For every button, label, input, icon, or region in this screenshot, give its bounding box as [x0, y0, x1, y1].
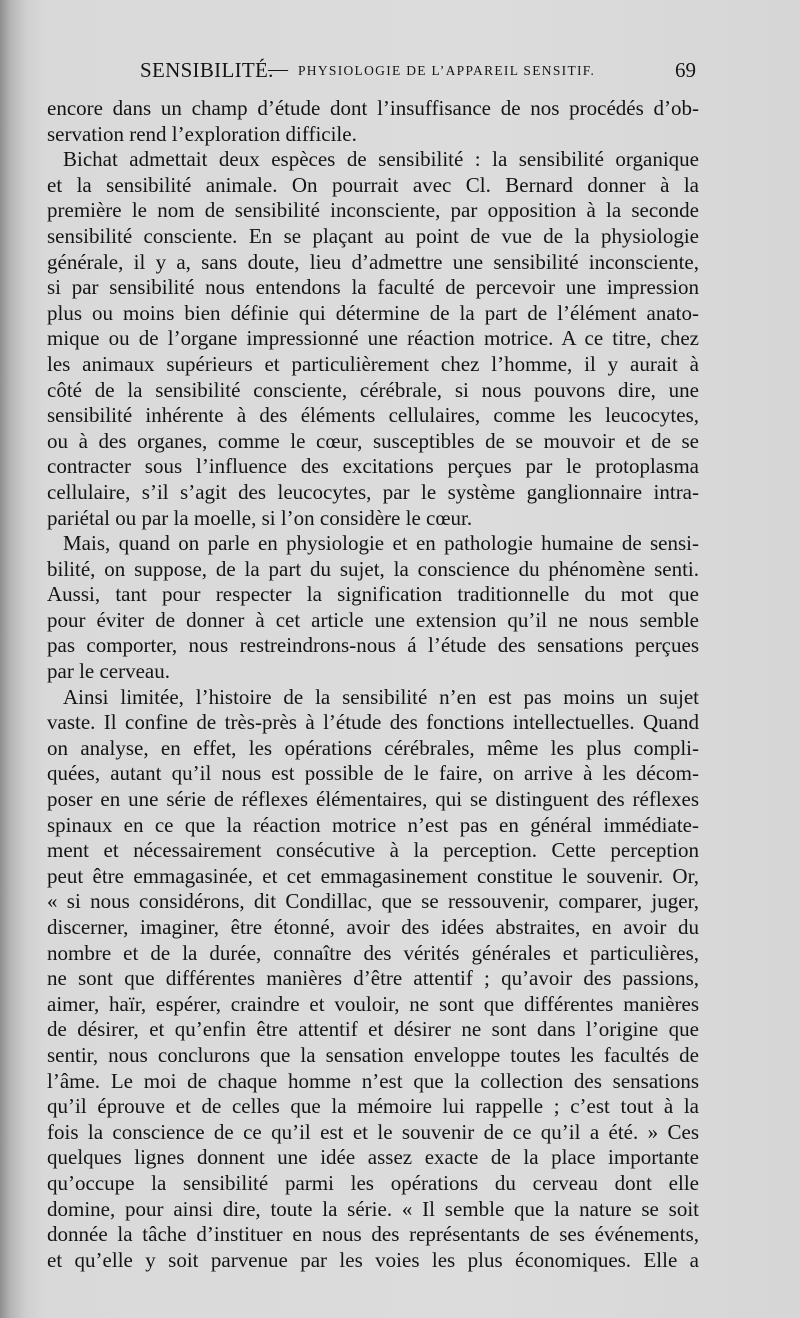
text-line: quelques lignes donnent une idée assez exacte de la place importante: [47, 1145, 699, 1170]
header-dash: —: [268, 58, 288, 80]
text-line: aimer, haïr, espérer, craindre et vouloir, ne sont que différentes manières: [47, 991, 699, 1016]
text-line: Bichat admettait deux espèces de sensibilité : la sensibilité organique: [63, 147, 699, 172]
text-line: donnée la tâche d’instituer en nous des représentants de ses événements,: [47, 1222, 699, 1247]
text-line: ou à des organes, comme le cœur, susceptibles de se mouvoir et de se: [47, 428, 699, 453]
page-number: 69: [675, 58, 696, 82]
running-title: SENSIBILITÉ.: [140, 58, 274, 82]
text-line: pour éviter de donner à cet article une extension qu’il ne nous semble: [47, 607, 699, 632]
text-line: plus ou moins bien définie qui détermine de la part de l’élément anato-: [47, 300, 699, 325]
text-line: de désirer, et qu’enfin être attentif et désirer ne sont dans l’origine que: [47, 1017, 699, 1042]
running-subtitle: PHYSIOLOGIE DE L’APPAREIL SENSITIF.: [298, 63, 596, 78]
text-line: si par sensibilité nous entendons la faculté de percevoir une impression: [47, 275, 699, 300]
text-line: mique ou de l’organe impressionné une réaction motrice. A ce titre, chez: [47, 326, 699, 351]
text-line: qu’il éprouve et de celles que la mémoire lui rappelle ; c’est tout à la: [47, 1094, 699, 1119]
text-line: Aussi, tant pour respecter la signification traditionnelle du mot que: [47, 582, 699, 607]
text-line: on analyse, en effet, les opérations cérébrales, même les plus compli-: [47, 735, 699, 760]
text-line: fois la conscience de ce qu’il est et le souvenir de ce qu’il a été. » Ces: [47, 1119, 699, 1144]
text-line: générale, il y a, sans doute, lieu d’admettre une sensibilité inconsciente,: [47, 249, 699, 274]
text-line: quées, autant qu’il nous est possible de le faire, on arrive à les décom-: [47, 761, 699, 786]
text-line: peut être emmagasinée, et cet emmagasinement constitue le souvenir. Or,: [47, 863, 699, 888]
text-line: discerner, imaginer, être étonné, avoir des idées abstraites, en avoir du: [47, 915, 699, 939]
text-line: « si nous considérons, dit Condillac, que se ressouvenir, comparer, juger,: [47, 889, 699, 914]
text-line: l’âme. Le moi de chaque homme n’est que la collection des sensations: [47, 1068, 699, 1093]
text-line: ne sont que différentes manières d’être attentif ; qu’avoir des passions,: [47, 966, 699, 991]
text-line: Ainsi limitée, l’histoire de la sensibilité n’en est pas moins un sujet: [63, 684, 699, 709]
text-line: première le nom de sensibilité inconsciente, par opposition à la seconde: [47, 198, 699, 223]
text-line: nombre et de la durée, connaître des vérités générales et particulières,: [47, 940, 699, 965]
text-line: et qu’elle y soit parvenue par les voies les plus économiques. Elle a: [47, 1247, 699, 1272]
text-line: spinaux en ce que la réaction motrice n’est pas en général immédiate-: [47, 812, 699, 837]
text-line: ment et nécessairement consécutive à la perception. Cette perception: [47, 838, 699, 863]
text-line: par le cerveau.: [47, 659, 170, 684]
text-line: encore dans un champ d’étude dont l’insuffisance de nos procédés d’ob-: [47, 96, 699, 120]
text-line: pariétal ou par la moelle, si l’on considère le cœur.: [47, 505, 473, 530]
text-line: domine, pour ainsi dire, toute la série. « Il semble que la nature se soit: [47, 1196, 699, 1221]
text-line: qu’occupe la sensibilité parmi les opérations du cerveau dont elle: [47, 1170, 699, 1195]
body-text: [47, 96, 699, 1273]
text-line: Mais, quand on parle en physiologie et en pathologie humaine de sensi-: [63, 531, 699, 556]
text-line: et la sensibilité animale. On pourrait avec Cl. Bernard donner à la: [47, 172, 699, 197]
text-line: côté de la sensibilité consciente, cérébrale, si nous pouvons dire, une: [47, 377, 699, 402]
text-line: sensibilité consciente. En se plaçant au point de vue de la physiologie: [47, 223, 699, 248]
text-line: vaste. Il confine de très-près à l’étude des fonctions intellectuelles. Quand: [47, 710, 699, 735]
text-line: contracter sous l’influence des excitations perçues par le protoplasma: [47, 454, 699, 479]
text-line: bilité, on suppose, de la part du sujet, la conscience du phénomène senti.: [47, 556, 699, 581]
text-line: poser en une série de réflexes élémentaires, qui se distinguent des réflexes: [47, 787, 699, 812]
text-line: sensibilité inhérente à des éléments cellulaires, comme les leucocytes,: [47, 403, 699, 428]
text-line: cellulaire, s’il s’agit des leucocytes, par le système ganglionnaire intra-: [47, 479, 699, 504]
text-line: servation rend l’exploration difficile.: [47, 121, 357, 146]
text-line: sentir, nous conclurons que la sensation enveloppe toutes les facultés de: [47, 1042, 699, 1067]
text-line: les animaux supérieurs et particulièrement chez l’homme, il y aurait à: [47, 351, 699, 376]
running-header: [140, 58, 700, 88]
text-line: pas comporter, nous restreindrons-nous á l’étude des sensations perçues: [47, 633, 699, 658]
